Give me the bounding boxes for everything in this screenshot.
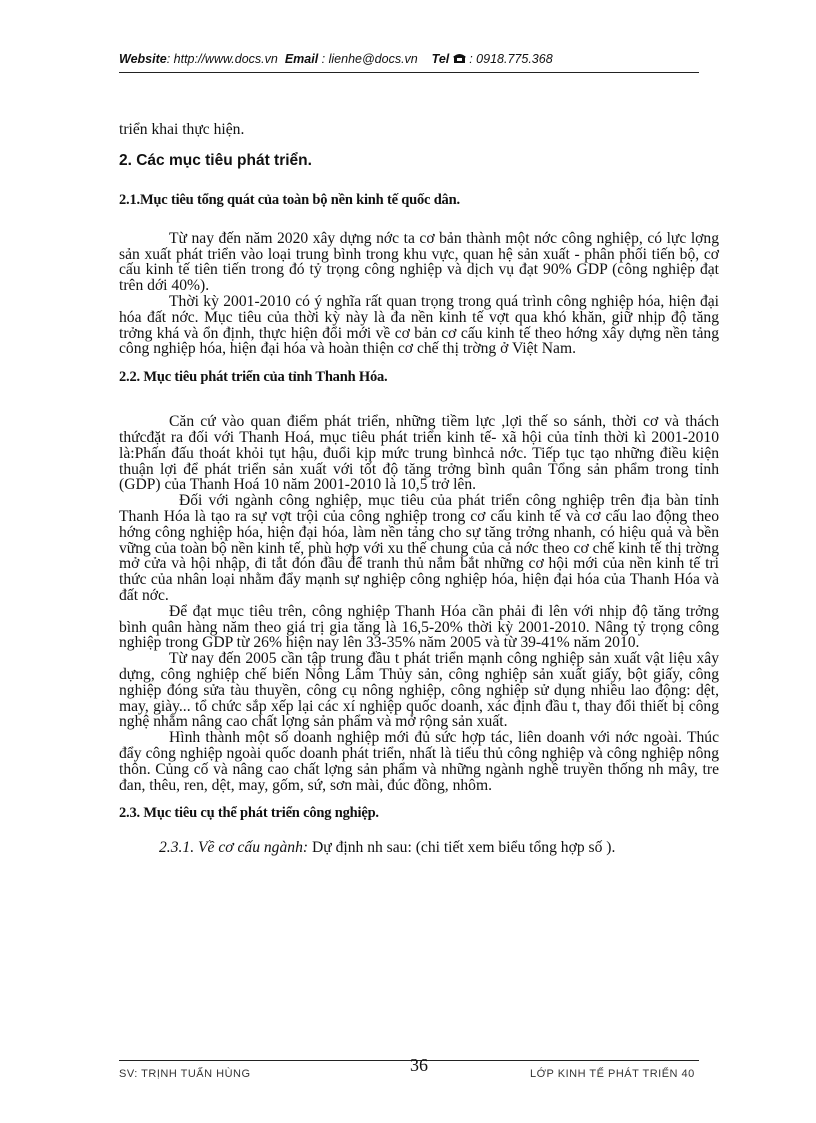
document-body: [119, 122, 719, 857]
page-number: 36: [410, 1055, 428, 1075]
section-2-2-paragraph-4: Từ nay đến 2005 cần tập trung đầu t phát triển mạnh công nghiệp sản xuất vật liệu xây dựng, công nghiệp chế biến Nông Lâm Thủy sản, công nghiệp sản xuất giấy, bột giấy, công nghiệp đóng sửa tàu thuyền, công cụ nông nghiệp, công nghiệp sử dụng nhiều lao động: dệt, may, giày... tổ chức sắp xếp lại các xí nghiệp quốc doanh, xác định đầu t, thay đổi thiết bị công nghệ nhằm nâng cao chất lợng sản phẩm và mở rộng sản xuất.: [119, 650, 719, 731]
section-2-1-paragraph-2: Thời kỳ 2001-2010 có ý nghĩa rất quan trọng trong quá trình công nghiệp hóa, hiện đại hóa đất nớc. Mục tiêu của thời kỳ này là đa nền kinh tế vợt qua khó khăn, giữ nhịp độ tăng trởng khá và ổn định, thực hiện đổi mới về cơ bản cơ cấu kinh tế theo hớng xây dựng nền tảng công nghiệp hóa, hiện đại hóa và hoàn thiện cơ chế thị trờng ở Việt Nam.: [119, 292, 719, 358]
section-2-3-1-label: 2.3.1. Về cơ cấu ngành:: [159, 839, 309, 857]
section-2-3-1-text: Dự định nh sau: (chi tiết xem biểu tổng hợp số ).: [308, 839, 616, 857]
section-2-1-paragraph-1: Từ nay đến năm 2020 xây dựng nớc ta cơ bản thành một nớc công nghiệp, có lực lợng sản xuất phát triển vào loại trung bình trong khu vực, quan hệ sản xuất - phân phối tiến bộ, cơ cấu kinh tế tiên tiến trong đó tỷ trọng công nghiệp và dịch vụ đạt 90% GDP (công nghiệp đạt trên dới 40%).: [119, 229, 719, 295]
section-2-2-paragraph-1: Căn cứ vào quan điểm phát triển, những tiềm lực ,lợi thế so sánh, thời cơ và thách thứcđặt ra đối với Thanh Hoá, mục tiêu phát triển kinh tế- xã hội của tỉnh thời kì 2001-2010 là:Phấn đấu thoát khỏi tụt hậu, đuổi kịp mức trung bìnhcả nớc. Tiếp tục tạo những điều kiện thuận lợi để phát triển sản xuất với tốt độ tăng trởng bình quân Tổng sản phẩm trong tỉnh (GDP) của Thanh Hoá 10 năm 2001-2010 là 10,5 trở lên.: [119, 413, 719, 494]
intro-line: triển khai thực hiện.: [119, 121, 245, 138]
section-2-2-title: 2.2. Mục tiêu phát triển của tỉnh Thanh Hóa.: [119, 369, 388, 386]
email-label: Email: [284, 52, 319, 66]
tel-label: Tel: [431, 52, 450, 66]
section-2-3-1: [159, 839, 719, 857]
section-2-3-title: 2.3. Mục tiêu cụ thể phát triển công nghiệp.: [119, 805, 379, 822]
footer-author: SV: TRỊNH TUẤN HÙNG: [119, 1068, 251, 1080]
phone-icon: [453, 52, 469, 66]
website-label: Website: [119, 52, 167, 66]
page-header: [119, 52, 699, 66]
footer-class: LỚP KINH TẾ PHÁT TRIỂN 40: [530, 1068, 695, 1080]
header-divider: [119, 72, 699, 73]
section-2-2-paragraph-3: Để đạt mục tiêu trên, công nghiệp Thanh Hóa cần phải đi lên với nhịp độ tăng trởng bình quân hàng năm theo giá trị gia tăng là 16,5-20% thời kỳ 2001-2010. Nâng tỷ trọng công nghiệp trong GDP từ 26% hiện nay lên 33-35% năm 2005 và từ 39-41% năm 2010.: [119, 602, 719, 652]
section-title: 2. Các mục tiêu phát triển.: [119, 151, 312, 169]
email-value[interactable]: : lienhe@docs.vn: [321, 52, 418, 66]
section-2-2-paragraph-5: Hình thành một số doanh nghiệp mới đủ sức hợp tác, liên doanh với nớc ngoài. Thúc đẩy công nghiệp ngoài quốc doanh phát triển, nhất là tiểu thủ công nghiệp và công nghiệp nông thôn. Củng cố và nâng cao chất lợng sản phẩm và những ngành nghề truyền thống nh mây, tre đan, thêu, ren, dệt, may, gốm, sứ, sơn mài, đúc đồng, nhôm.: [119, 729, 719, 794]
tel-value: : 0918.775.368: [469, 52, 553, 66]
section-2-2-paragraph-2: Đối với ngành công nghiệp, mục tiêu của phát triển công nghiệp trên địa bàn tỉnh Thanh Hóa là tạo ra sự vợt trội của công nghiệp trong cơ cấu kinh tế và cơ cấu lao động theo hớng công nghiệp hóa, hiện đại hóa, làm nền tảng cho sự tăng trởng nhanh, có hiệu quả và bền vững của toàn bộ nền kinh tế, phù hợp với xu thế chung của cả nớc theo cơ chế kinh tế thị trờng mở cửa và hội nhập, đi tắt đón đầu để tranh thủ nắm bắt những cơ hội mới của nền kinh tế tri thức của nhân loại nhằm đẩy mạnh sự nghiệp công nghiệp hóa, hiện đại hóa của Thanh Hóa và đất nớc.: [119, 492, 719, 604]
section-2-1-title: 2.1.Mục tiêu tổng quát của toàn bộ nền kinh tế quốc dân.: [119, 191, 460, 208]
footer-divider: [119, 1060, 699, 1061]
website-value[interactable]: : http://www.docs.vn: [166, 52, 278, 66]
